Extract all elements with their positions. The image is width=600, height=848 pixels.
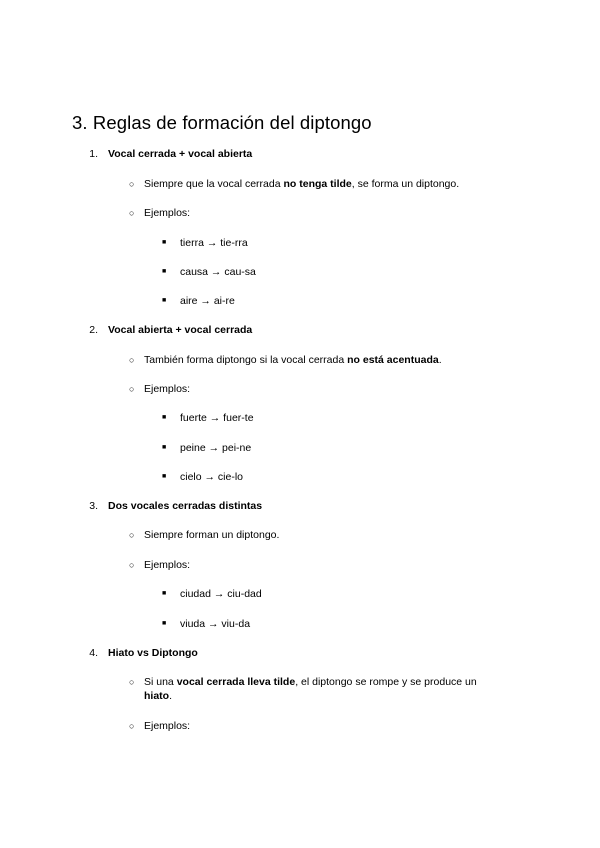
circle-bullet-icon: ○ xyxy=(129,530,135,540)
section-heading: 3. Reglas de formación del diptongo xyxy=(72,112,372,133)
example-item: peine → pei-ne xyxy=(180,442,252,454)
example-item: cielo → cie-lo xyxy=(180,471,244,483)
rule-title: Vocal abierta + vocal cerrada xyxy=(108,324,253,336)
circle-bullet-icon: ○ xyxy=(129,677,135,687)
circle-bullet-icon: ○ xyxy=(129,560,135,570)
circle-bullet-icon: ○ xyxy=(129,179,135,189)
rule-description: También forma diptongo si la vocal cerrada no está acentuada. xyxy=(144,354,442,366)
square-bullet-icon: ■ xyxy=(162,414,167,421)
rule-description: Siempre forman un diptongo. xyxy=(144,529,280,541)
rule-number: 2. xyxy=(89,324,98,336)
square-bullet-icon: ■ xyxy=(162,590,167,597)
rule-title: Hiato vs Diptongo xyxy=(108,647,198,659)
example-item: ciudad → ciu-dad xyxy=(180,588,262,600)
rule-number: 1. xyxy=(89,148,98,160)
examples-label: Ejemplos: xyxy=(144,207,191,219)
example-item: viuda → viu-da xyxy=(180,618,251,630)
circle-bullet-icon: ○ xyxy=(129,355,135,365)
circle-bullet-icon: ○ xyxy=(129,721,135,731)
square-bullet-icon: ■ xyxy=(162,268,167,275)
square-bullet-icon: ■ xyxy=(162,239,167,246)
example-item: causa → cau-sa xyxy=(180,266,256,278)
square-bullet-icon: ■ xyxy=(162,297,167,304)
rule-description: Siempre que la vocal cerrada no tenga tilde, se forma un diptongo. xyxy=(144,178,460,190)
example-item: tierra → tie-rra xyxy=(180,237,248,249)
square-bullet-icon: ■ xyxy=(162,473,167,480)
example-item: aire → ai-re xyxy=(180,295,235,307)
examples-label: Ejemplos: xyxy=(144,383,191,395)
square-bullet-icon: ■ xyxy=(162,444,167,451)
examples-label: Ejemplos: xyxy=(144,559,191,571)
rule-number: 3. xyxy=(89,500,98,512)
rule-title: Vocal cerrada + vocal abierta xyxy=(108,148,253,160)
square-bullet-icon: ■ xyxy=(162,620,167,627)
example-item: fuerte → fuer-te xyxy=(180,412,254,424)
rule-number: 4. xyxy=(89,647,98,659)
circle-bullet-icon: ○ xyxy=(129,384,135,394)
circle-bullet-icon: ○ xyxy=(129,208,135,218)
rule-description: Si una vocal cerrada lleva tilde, el diptongo se rompe y se produce un hiato. xyxy=(144,676,477,702)
examples-label: Ejemplos: xyxy=(144,720,191,732)
rule-title: Dos vocales cerradas distintas xyxy=(108,500,263,512)
